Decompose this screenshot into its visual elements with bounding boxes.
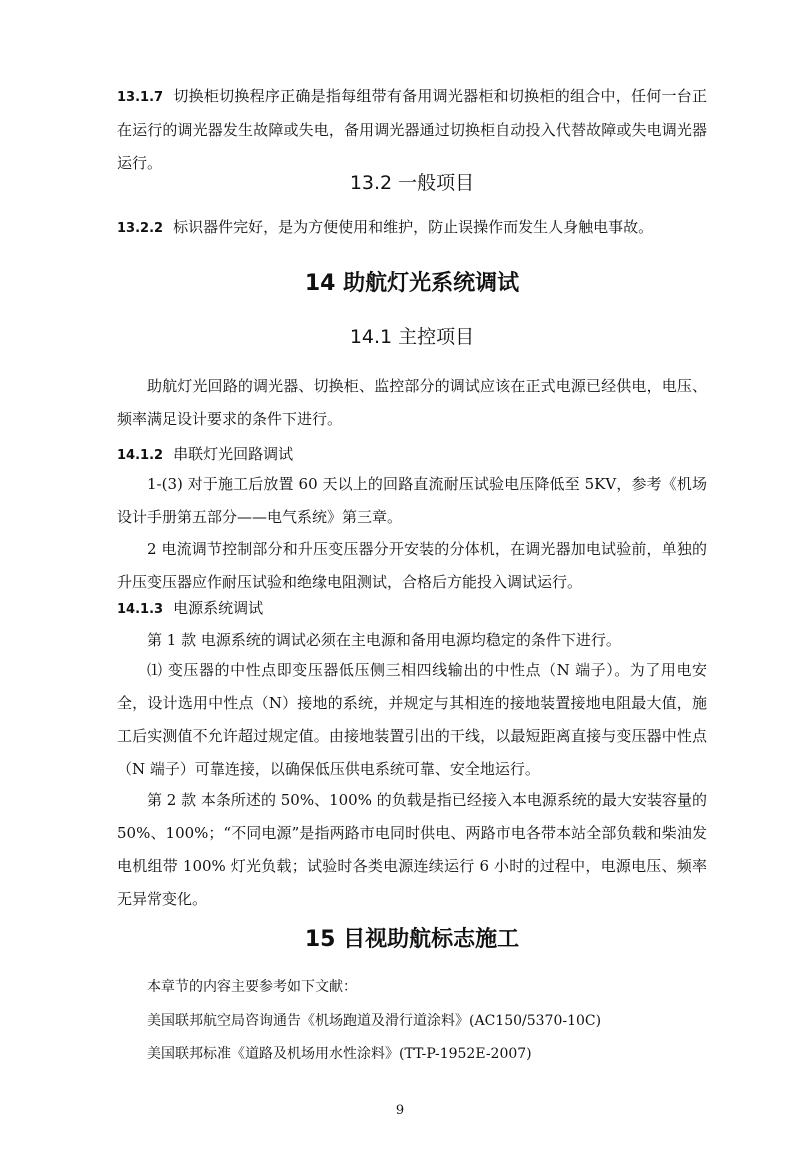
chapter-heading-15: 15 目视助航标志施工 [304,927,520,952]
clause-number: 13.1.7 [117,90,164,105]
clause-text: 切换柜切换程序正确是指每组带有备用调光器柜和切换柜的组合中，任何一台正在运行的调光器发生故障或失电，备用调光器通过切换柜自动投入代替故障或失电调光器运行。 [117,87,707,172]
chapter-heading-14: 14 助航灯光系统调试 [304,271,520,296]
paragraph-14-intro: 助航灯光回路的调光器、切换柜、监控部分的调试应该在正式电源已经供电，电压、频率满足设计要求的条件下进行。 [117,377,707,428]
clause-13-1-7 [117,80,707,180]
clause-number: 14.1.3 [117,602,164,617]
clause-number: 14.1.2 [117,448,164,463]
reference-item-1: 美国联邦航空局咨询通告《机场跑道及滑行道涂料》(AC150/5370-10C) [147,1013,602,1029]
paragraph-14-1-2-item-2: 2 电流调节控制部分和升压变压器分开安装的分体机，在调光器加电试验前，单独的升压变压器应作耐压试验和绝缘电阻测试，合格后方能投入调试运行。 [117,540,707,591]
paragraph-14-1-3-k2: 第 2 款 本条所述的 50%、100% 的负载是指已经接入本电源系统的最大安装容量的 50%、100%；“不同电源”是指两路市电同时供电、两路市电各带本站全部负载和柴油发电机组带 100% 灯光负载；试验时各类电源连续运行 6 小时的过程中，电源电压、频率无异常变化。 [117,791,707,908]
clause-14-1-3-heading [117,592,707,626]
clause-number: 13.2.2 [117,221,164,236]
paragraph-14-1-3-k1: 第 1 款 电源系统的调试必须在主电源和备用电源均稳定的条件下进行。 [147,631,621,649]
clause-13-2-2 [117,211,707,245]
clause-title: 电源系统调试 [173,599,264,617]
page-number: 9 [395,1103,405,1118]
section-heading-13-2: 13.2 一般项目 [349,172,475,194]
clause-14-1-2-heading [117,438,707,472]
clause-text: 标识器件完好，是为方便使用和维护，防止误操作而发生人身触电事故。 [173,218,654,236]
clause-title: 串联灯光回路调试 [173,445,294,463]
reference-intro: 本章节的内容主要参考如下文献： [147,979,357,995]
section-heading-14-1: 14.1 主控项目 [349,326,475,348]
reference-item-2: 美国联邦标准《道路及机场用水性涂料》(TT-P-1952E-2007) [147,1046,532,1062]
paragraph-14-1-3-k1-item-1: ⑴ 变压器的中性点即变压器低压侧三相四线输出的中性点（N 端子）。为了用电安全，设计选用中性点（N）接地的系统，并规定与其相连的接地装置接地电阻最大值，施工后实测值不允许超过规定值。由接地装置引出的干线，以最短距离直接与变压器中性点（N 端子）可靠连接，以确保低压供电系统可靠、安全地运行。 [117,661,707,778]
paragraph-14-1-2-item-1-3: 1-(3) 对于施工后放置 60 天以上的回路直流耐压试验电压降低至 5KV，参考《机场设计手册第五部分——电气系统》第三章。 [117,475,707,526]
